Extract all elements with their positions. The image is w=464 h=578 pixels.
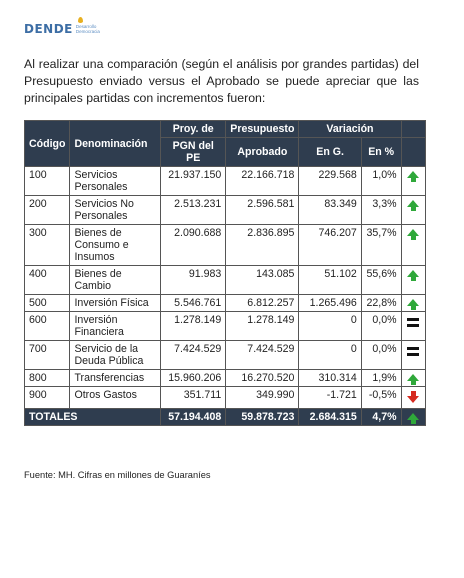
trend-cell xyxy=(401,370,425,387)
cell-aprobado: 1.278.149 xyxy=(226,312,299,341)
header-denominacion: Denominación xyxy=(70,121,161,167)
header-proy-bottom: PGN del PE xyxy=(161,138,226,167)
trend-cell xyxy=(401,225,425,266)
arrow-down-icon xyxy=(407,396,419,403)
arrow-up-icon xyxy=(407,171,419,178)
cell-en-g: 0 xyxy=(299,312,361,341)
cell-aprobado: 349.990 xyxy=(226,387,299,409)
header-variacion: Variación xyxy=(299,121,401,138)
arrow-up-icon xyxy=(407,200,419,207)
cell-en-g: 51.102 xyxy=(299,266,361,295)
header-presupuesto-bottom: Aprobado xyxy=(226,138,299,167)
trend-cell xyxy=(401,295,425,312)
cell-proy: 2.513.231 xyxy=(161,196,226,225)
cell-en-pct: 1,0% xyxy=(361,167,401,196)
cell-en-g: 0 xyxy=(299,341,361,370)
cell-aprobado: 2.596.581 xyxy=(226,196,299,225)
table-row xyxy=(25,312,426,341)
cell-denominacion: Servicios No Personales xyxy=(70,196,161,225)
table-row xyxy=(25,196,426,225)
header-en-g: En G. xyxy=(299,138,361,167)
table-row xyxy=(25,370,426,387)
trend-cell xyxy=(401,409,425,426)
cell-proy: 351.711 xyxy=(161,387,226,409)
cell-denominacion: Servicios Personales xyxy=(70,167,161,196)
header-codigo: Código xyxy=(25,121,70,167)
trend-cell xyxy=(401,196,425,225)
flame-icon xyxy=(78,17,83,23)
cell-en-g: 1.265.496 xyxy=(299,295,361,312)
cell-en-pct: 0,0% xyxy=(361,312,401,341)
cell-en-pct: 35,7% xyxy=(361,225,401,266)
arrow-up-icon xyxy=(407,413,419,420)
cell-codigo: 800 xyxy=(25,370,70,387)
cell-en-g: 746.207 xyxy=(299,225,361,266)
cell-denominacion: Inversión Física xyxy=(70,295,161,312)
table-row xyxy=(25,225,426,266)
totals-en-g: 2.684.315 xyxy=(299,409,361,426)
cell-en-pct: -0,5% xyxy=(361,387,401,409)
table-row xyxy=(25,387,426,409)
cell-proy: 21.937.150 xyxy=(161,167,226,196)
cell-denominacion: Transferencias xyxy=(70,370,161,387)
cell-proy: 5.546.761 xyxy=(161,295,226,312)
table-row xyxy=(25,295,426,312)
table-row xyxy=(25,341,426,370)
header-trend-2 xyxy=(401,138,425,167)
dende-logo xyxy=(24,18,100,40)
cell-denominacion: Bienes de Consumo e Insumos xyxy=(70,225,161,266)
logo-wordmark: DENDE xyxy=(24,22,73,36)
cell-aprobado: 2.836.895 xyxy=(226,225,299,266)
cell-proy: 15.960.206 xyxy=(161,370,226,387)
logo-tagline-1: Desarrollo xyxy=(75,24,97,29)
cell-codigo: 900 xyxy=(25,387,70,409)
trend-cell xyxy=(401,387,425,409)
arrow-up-icon xyxy=(407,299,419,306)
cell-proy: 2.090.688 xyxy=(161,225,226,266)
cell-aprobado: 16.270.520 xyxy=(226,370,299,387)
cell-codigo: 400 xyxy=(25,266,70,295)
totals-label: TOTALES xyxy=(25,409,161,426)
totals-proy: 57.194.408 xyxy=(161,409,226,426)
cell-proy: 7.424.529 xyxy=(161,341,226,370)
header-trend xyxy=(401,121,425,138)
equals-icon xyxy=(407,347,419,356)
cell-codigo: 200 xyxy=(25,196,70,225)
cell-en-g: 229.568 xyxy=(299,167,361,196)
cell-en-pct: 1,9% xyxy=(361,370,401,387)
cell-en-pct: 3,3% xyxy=(361,196,401,225)
header-presupuesto-top: Presupuesto xyxy=(226,121,299,138)
cell-proy: 91.983 xyxy=(161,266,226,295)
header-row-1 xyxy=(25,121,426,138)
cell-en-g: 83.349 xyxy=(299,196,361,225)
cell-aprobado: 6.812.257 xyxy=(226,295,299,312)
cell-codigo: 100 xyxy=(25,167,70,196)
trend-cell xyxy=(401,167,425,196)
cell-en-pct: 55,6% xyxy=(361,266,401,295)
cell-codigo: 500 xyxy=(25,295,70,312)
cell-denominacion: Bienes de Cambio xyxy=(70,266,161,295)
header-en-pct: En % xyxy=(361,138,401,167)
cell-aprobado: 143.085 xyxy=(226,266,299,295)
arrow-up-icon xyxy=(407,229,419,236)
trend-cell xyxy=(401,341,425,370)
arrow-up-icon xyxy=(407,270,419,277)
budget-comparison-table xyxy=(24,120,426,426)
cell-en-pct: 22,8% xyxy=(361,295,401,312)
trend-cell xyxy=(401,266,425,295)
arrow-up-icon xyxy=(407,374,419,381)
logo-tagline-2: Democracia xyxy=(75,29,100,34)
cell-en-g: -1.721 xyxy=(299,387,361,409)
table-row xyxy=(25,167,426,196)
cell-proy: 1.278.149 xyxy=(161,312,226,341)
cell-denominacion: Inversión Financiera xyxy=(70,312,161,341)
totals-row xyxy=(25,409,426,426)
cell-codigo: 300 xyxy=(25,225,70,266)
table-row xyxy=(25,266,426,295)
cell-codigo: 600 xyxy=(25,312,70,341)
intro-paragraph: Al realizar una comparación (según el análisis por grandes partidas) del Presupuesto enviado versus el Aprobado se puede apreciar que las principales partidas con incrementos fueron: xyxy=(24,57,419,105)
cell-en-g: 310.314 xyxy=(299,370,361,387)
cell-denominacion: Otros Gastos xyxy=(70,387,161,409)
cell-en-pct: 0,0% xyxy=(361,341,401,370)
cell-aprobado: 7.424.529 xyxy=(226,341,299,370)
equals-icon xyxy=(407,318,419,327)
totals-aprobado: 59.878.723 xyxy=(226,409,299,426)
totals-en-pct: 4,7% xyxy=(361,409,401,426)
cell-aprobado: 22.166.718 xyxy=(226,167,299,196)
source-note: Fuente: MH. Cifras en millones de Guaraníes xyxy=(24,470,211,480)
header-proy-top: Proy. de xyxy=(161,121,226,138)
trend-cell xyxy=(401,312,425,341)
cell-denominacion: Servicio de la Deuda Pública xyxy=(70,341,161,370)
cell-codigo: 700 xyxy=(25,341,70,370)
logo-tagline xyxy=(76,24,100,34)
